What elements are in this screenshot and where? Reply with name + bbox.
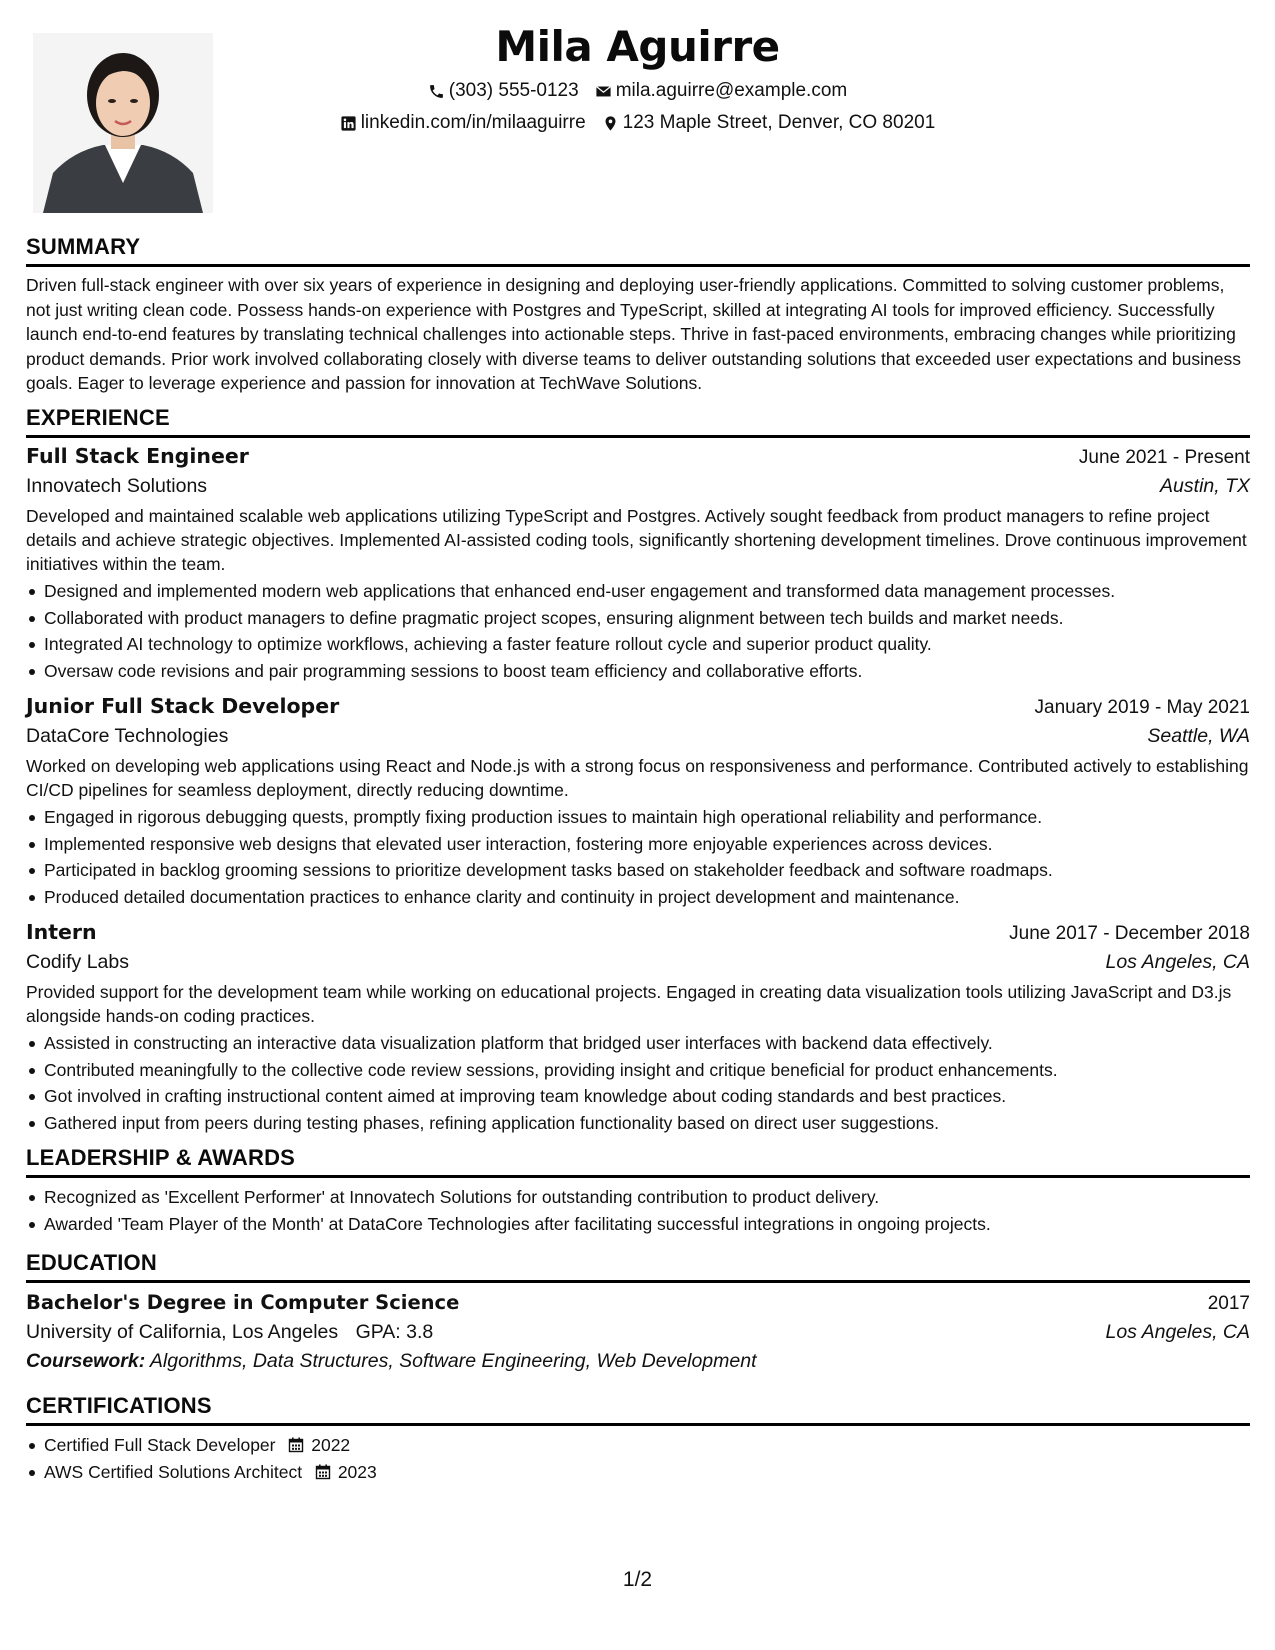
list-item: Awarded 'Team Player of the Month' at DataCore Technologies after facilitating successful integrations in ongoing projects. xyxy=(26,1211,1250,1238)
education-section xyxy=(26,1250,1250,1373)
section-title: EXPERIENCE xyxy=(26,405,1250,438)
phone-icon xyxy=(428,83,445,100)
certification-name: Certified Full Stack Developer xyxy=(44,1435,276,1455)
calendar-icon xyxy=(288,1437,304,1453)
candidate-name: Mila Aguirre xyxy=(495,22,780,71)
list-item: Recognized as 'Excellent Performer' at Innovatech Solutions for outstanding contribution to product delivery. xyxy=(26,1184,1250,1211)
coursework xyxy=(26,1350,1250,1373)
job-location: Seattle, WA xyxy=(1147,725,1250,747)
job-company: Innovatech Solutions xyxy=(26,475,208,497)
phone-contact[interactable] xyxy=(428,80,579,102)
section-title: EDUCATION xyxy=(26,1250,1250,1283)
list-item: Assisted in constructing an interactive data visualization platform that bridged user interfaces with backend data effectively. xyxy=(26,1030,1250,1057)
phone-text: (303) 555-0123 xyxy=(448,80,579,101)
section-title: CERTIFICATIONS xyxy=(26,1393,1250,1426)
list-item: Integrated AI technology to optimize workflows, achieving a faster feature rollout cycle and superior product quality. xyxy=(26,631,1250,658)
address-text: 123 Maple Street, Denver, CO 80201 xyxy=(622,112,936,133)
email-contact[interactable] xyxy=(595,80,848,102)
degree-title: Bachelor's Degree in Computer Science xyxy=(26,1291,460,1314)
section-title: SUMMARY xyxy=(26,234,1250,267)
job-dates: June 2021 - Present xyxy=(1078,447,1250,468)
job-title: Full Stack Engineer xyxy=(26,444,249,468)
list-item: Oversaw code revisions and pair programming sessions to boost team efficiency and collaborative efforts. xyxy=(26,658,1250,685)
summary-section xyxy=(26,234,1250,396)
contact-line-1 xyxy=(0,80,1275,102)
job-entry xyxy=(26,444,1250,684)
envelope-icon xyxy=(595,83,612,100)
section-title: LEADERSHIP & AWARDS xyxy=(26,1145,1250,1178)
list-item: Contributed meaningfully to the collective code review sessions, providing insight and critique beneficial for product enhancements. xyxy=(26,1057,1250,1084)
job-entry xyxy=(26,694,1250,910)
certification-name: AWS Certified Solutions Architect xyxy=(44,1461,303,1482)
certifications-section xyxy=(26,1393,1250,1485)
certifications-list xyxy=(26,1432,1250,1485)
school-location: Los Angeles, CA xyxy=(1105,1321,1250,1343)
job-bullets xyxy=(26,804,1250,910)
awards-list xyxy=(26,1184,1250,1237)
experience-section xyxy=(26,405,1250,1136)
certification-year: 2023 xyxy=(337,1461,377,1482)
job-location: Los Angeles, CA xyxy=(1105,951,1250,973)
list-item: Designed and implemented modern web applications that enhanced end-user engagement and transformed data management processes. xyxy=(26,578,1250,605)
job-title: Junior Full Stack Developer xyxy=(26,694,340,718)
job-company: DataCore Technologies xyxy=(26,725,229,747)
leadership-section xyxy=(26,1145,1250,1237)
job-title: Intern xyxy=(26,920,97,944)
list-item: Produced detailed documentation practices to enhance clarity and continuity in project development and maintenance. xyxy=(26,884,1250,911)
linkedin-icon xyxy=(340,115,357,132)
address-contact xyxy=(602,112,936,134)
job-dates: June 2017 - December 2018 xyxy=(1009,923,1250,944)
job-company: Codify Labs xyxy=(26,951,129,973)
map-pin-icon xyxy=(602,115,619,132)
school-name: University of California, Los Angeles xyxy=(26,1321,339,1343)
job-description: Worked on developing web applications using React and Node.js with a strong focus on responsiveness and performance. Contributed actively to establishing CI/CD pipelines for seamless deployment, directly reducing downtime. xyxy=(26,756,1249,800)
job-entry xyxy=(26,920,1250,1136)
calendar-icon xyxy=(315,1464,331,1480)
list-item: Gathered input from peers during testing phases, refining application functionality based on direct user suggestions. xyxy=(26,1110,1250,1137)
job-location: Austin, TX xyxy=(1160,475,1250,497)
graduation-year: 2017 xyxy=(1207,1293,1250,1314)
list-item: Collaborated with product managers to define pragmatic project scopes, ensuring alignment between tech builds and market needs. xyxy=(26,605,1250,632)
contact-line-2 xyxy=(0,112,1275,134)
list-item xyxy=(26,1432,1250,1459)
summary-text: Driven full-stack engineer with over six years of experience in designing and deploying user-friendly applications. Committed to solving customer problems, not just writing clean code. Possess hands-on experience with Postgres and TypeScript, skilled at integrating AI tools for improved efficiency. Successfully launch end-to-end features by translating technical challenges into actionable steps. Thrive in fast-paced environments, embracing changes while prioritizing product demands. Prior work involved collaborating closely with diverse teams to deliver outstanding solutions that exceeded user expectations and business goals. Eager to leverage experience and passion for innovation at TechWave Solutions. xyxy=(26,275,1241,393)
coursework-list: Algorithms, Data Structures, Software Engineering, Web Development xyxy=(149,1350,757,1372)
list-item: Implemented responsive web designs that elevated user interaction, fostering more enjoyable experiences across devices. xyxy=(26,831,1250,858)
email-text: mila.aguirre@example.com xyxy=(615,80,848,101)
list-item: Engaged in rigorous debugging quests, promptly fixing production issues to maintain high operational reliability and performance. xyxy=(26,804,1250,831)
page-number: 1/2 xyxy=(622,1568,653,1591)
certification-year: 2022 xyxy=(311,1435,351,1455)
job-description: Developed and maintained scalable web applications utilizing TypeScript and Postgres. Actively sought feedback from product managers to refine project details and achieve strategic objectives. Implemented AI-assisted coding tools, significantly shortening development timelines. Drove continuous improvement initiatives within the team. xyxy=(26,506,1247,574)
job-dates: January 2019 - May 2021 xyxy=(1034,697,1250,718)
coursework-label: Coursework: xyxy=(26,1350,146,1372)
gpa: GPA: 3.8 xyxy=(355,1321,434,1343)
job-description: Provided support for the development team while working on educational projects. Engaged in creating data visualization tools utilizing JavaScript and D3.js alongside hands-on coding practices. xyxy=(26,982,1232,1026)
linkedin-text: linkedin.com/in/milaaguirre xyxy=(360,112,586,133)
list-item: Got involved in crafting instructional content aimed at improving team knowledge about coding standards and best practices. xyxy=(26,1083,1250,1110)
linkedin-contact[interactable] xyxy=(340,112,586,134)
list-item xyxy=(26,1459,1250,1486)
job-bullets xyxy=(26,1030,1250,1136)
list-item: Participated in backlog grooming sessions to prioritize development tasks based on stakeholder feedback and software roadmaps. xyxy=(26,857,1250,884)
job-bullets xyxy=(26,578,1250,684)
